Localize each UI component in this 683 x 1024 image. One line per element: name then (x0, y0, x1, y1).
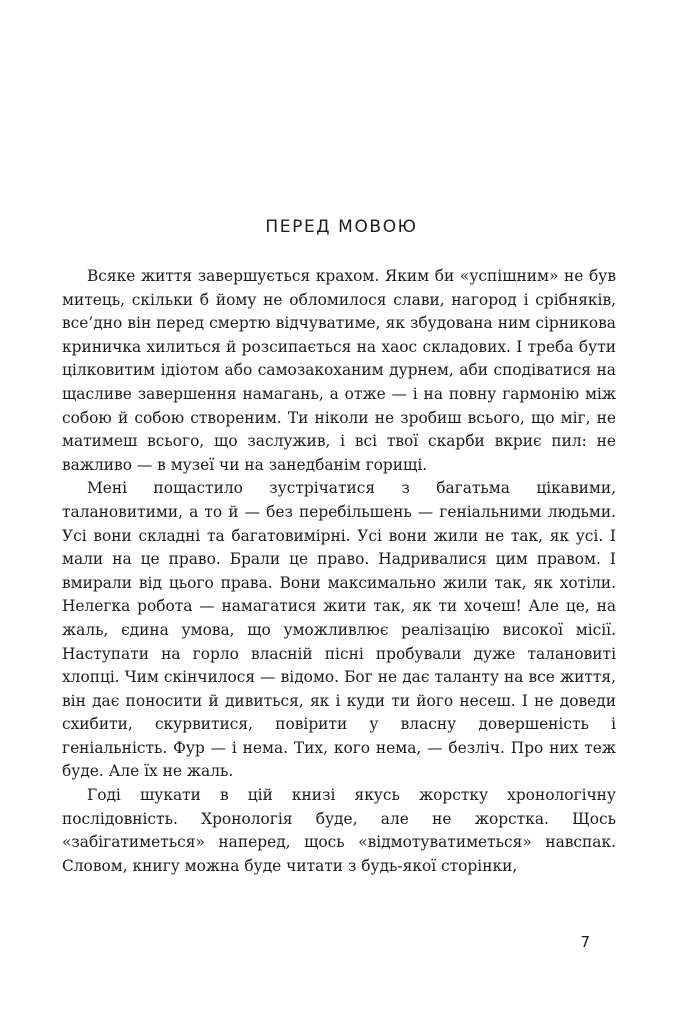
paragraph: Всяке життя завершується крахом. Яким би «успішним» не був митець, скільки б йому не обломилося слави, нагород і срібняків, все’дно він перед смертю відчуватиме, як збудована ним сірникова криничка хилиться й розсипається на хаос складових. І треба бути цілковитим ідіотом або самозакоханим дурнем, аби сподіватися на щасливе завершення намагань, а отже — і на повну гармонію між собою й собою створеним. Ти ніколи не зробиш всього, що міг, не матимеш всього, що заслужив, і всі твої скарби вкриє пил: не важливо — в музеї чи на занедбанім горищі. (62, 267, 616, 474)
page-number: 7 (580, 933, 590, 951)
paragraph: Годі шукати в цій книзі якусь жорстку хронологічну послідовність. Хронологія буде, але не жорстка. Щось «забігатиметься» наперед, щось «відмотуватиметься» навспак. Словом, книгу можна буде читати з будь-якої сторінки, (62, 786, 616, 875)
body-text (62, 265, 616, 878)
chapter-title: ПЕРЕД МОВОЮ (265, 217, 418, 237)
paragraph: Мені пощастило зустрічатися з багатьма цікавими, талановитими, а то й — без перебільшень — геніальними людьми. Усі вони складні та багатовимірні. Усі вони жили не так, як усі. І мали на це право. Брали це право. Надривалися цим правом. І вмирали від цього права. Вони максимально жили так, як хотіли. Нелегка робота — намагатися жити так, як ти хочеш! Але це, на жаль, єдина умова, що уможливлює реалізацію високої місії. Наступати на горло власній пісні пробували дуже талановиті хлопці. Чим скінчилося — відомо. Бог не дає таланту на все життя, він дає поносити й дивиться, як і куди ти його несеш. І не доведи схибити, скурвитися, повірити у власну довершеність і геніальність. Фур — і нема. Тих, кого нема, — безліч. Про них теж буде. Але їх не жаль. (62, 479, 616, 781)
